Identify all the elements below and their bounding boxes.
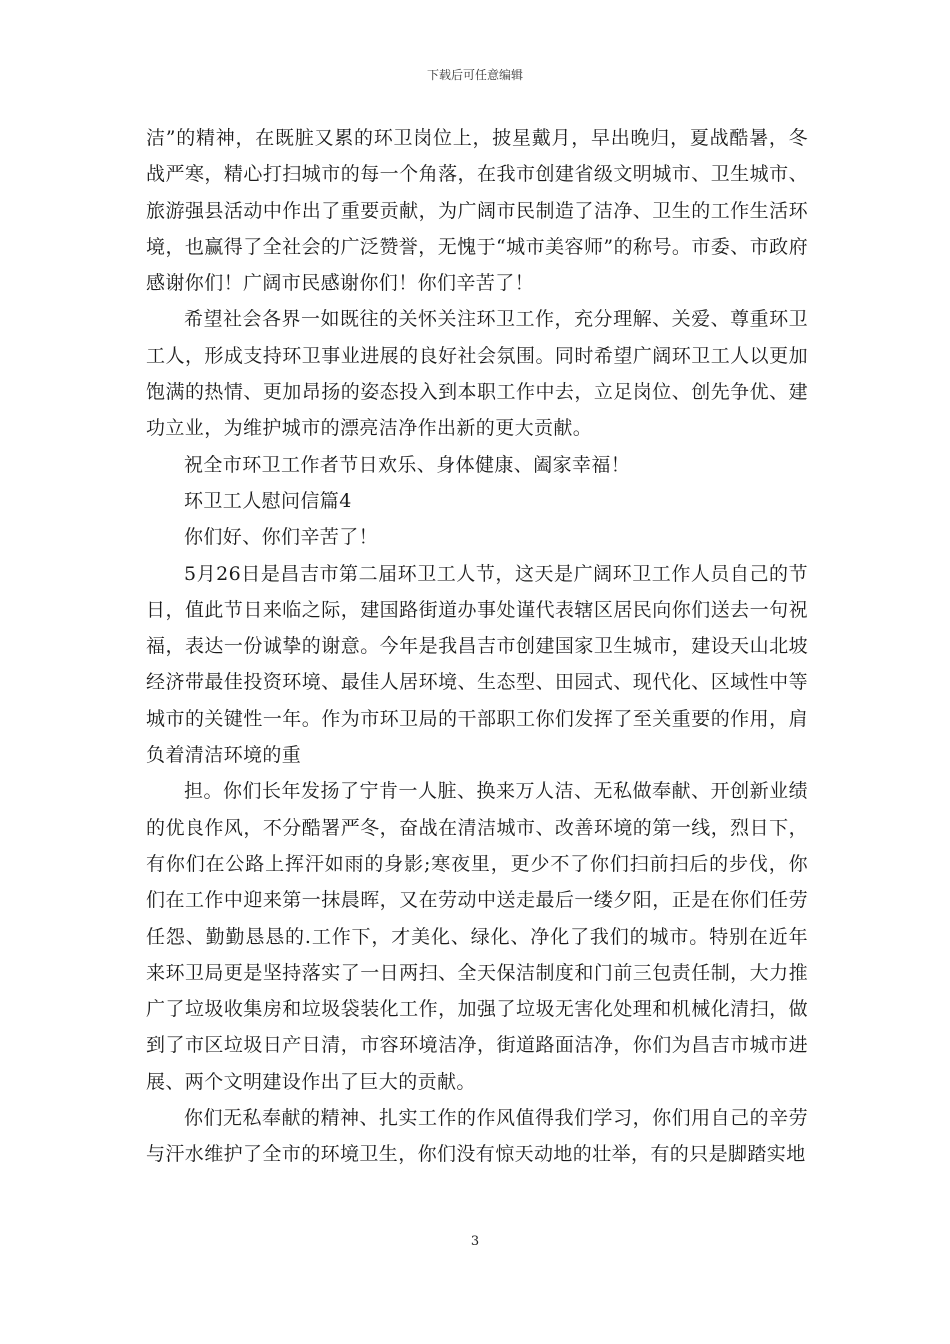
paragraph-3: 祝全市环卫工作者节日欢乐、身体健康、阖家幸福！ bbox=[184, 453, 631, 476]
page-header: 下载后可任意编辑 bbox=[426, 68, 523, 82]
document-body bbox=[146, 120, 808, 1173]
greeting-line: 你们好、你们辛苦了！ bbox=[184, 526, 379, 549]
paragraph-6: 5月26日是昌吉市第二届环卫工人节，这天是广阔环卫工作人员自己的节日，值此节日来临之际，建国路街道办事处谨代表辖区居民向你们送去一句祝福，表达一份诚挚的谢意。今年是我昌吉市创建国家卫生城市，建设天山北坡经济带最佳投资环境、最佳人居环境、生态型、田园式、现代化、区域性中等城市的关键性一年。作为市环卫局的干部职工你们发挥了至关重要的作用，肩负着清洁环境的重 bbox=[146, 562, 808, 767]
paragraph-2: 希望社会各界一如既往的关怀关注环卫工作，充分理解、关爱、尊重环卫工人，形成支持环卫事业进展的良好社会氛围。同时希望广阔环卫工人以更加饱满的热情、更加昂扬的姿态投入到本职工作中去，立足岗位、创先争优、建功立业，为维护城市的漂亮洁净作出新的更大贡献。 bbox=[146, 308, 808, 440]
section-heading: 环卫工人慰问信篇4 bbox=[184, 489, 352, 512]
paragraph-7: 担。你们长年发扬了宁肯一人脏、换来万人洁、无私做奉献、开创新业绩的优良作风，不分酷署严冬，奋战在清洁城市、改善环境的第一线，烈日下，有你们在公路上挥汗如雨的身影;寒夜里，更少不了你们扫前扫后的步伐，你们在工作中迎来第一抹晨晖，又在劳动中送走最后一缕夕阳，正是在你们任劳任怨、勤勤恳恳的.工作下，才美化、绿化、净化了我们的城市。特别在近年来环卫局更是坚持落实了一日两扫、全天保洁制度和门前三包责任制，大力推广了垃圾收集房和垃圾袋装化工作，加强了垃圾无害化处理和机械化清扫，做到了市区垃圾日产日清，市容环境洁净，街道路面洁净，你们为昌吉市城市进展、两个文明建设作出了巨大的贡献。 bbox=[146, 780, 808, 1093]
paragraph-8: 你们无私奉献的精神、扎实工作的作风值得我们学习，你们用自己的辛劳与汗水维护了全市的环境卫生，你们没有惊天动地的壮举，有的只是脚踏实地 bbox=[146, 1107, 808, 1166]
page-number: 3 bbox=[470, 1234, 480, 1249]
paragraph-1: 洁”的精神，在既脏又累的环卫岗位上，披星戴月，早出晚归，夏战酷暑，冬战严寒，精心打扫城市的每一个角落，在我市创建省级文明城市、卫生城市、旅游强县活动中作出了重要贡献，为广阔市民制造了洁净、卫生的工作生活环境，也赢得了全社会的广泛赞誉，无愧于“城市美容师”的称号。市委、市政府感谢你们！广阔市民感谢你们！你们辛苦了！ bbox=[146, 127, 808, 295]
